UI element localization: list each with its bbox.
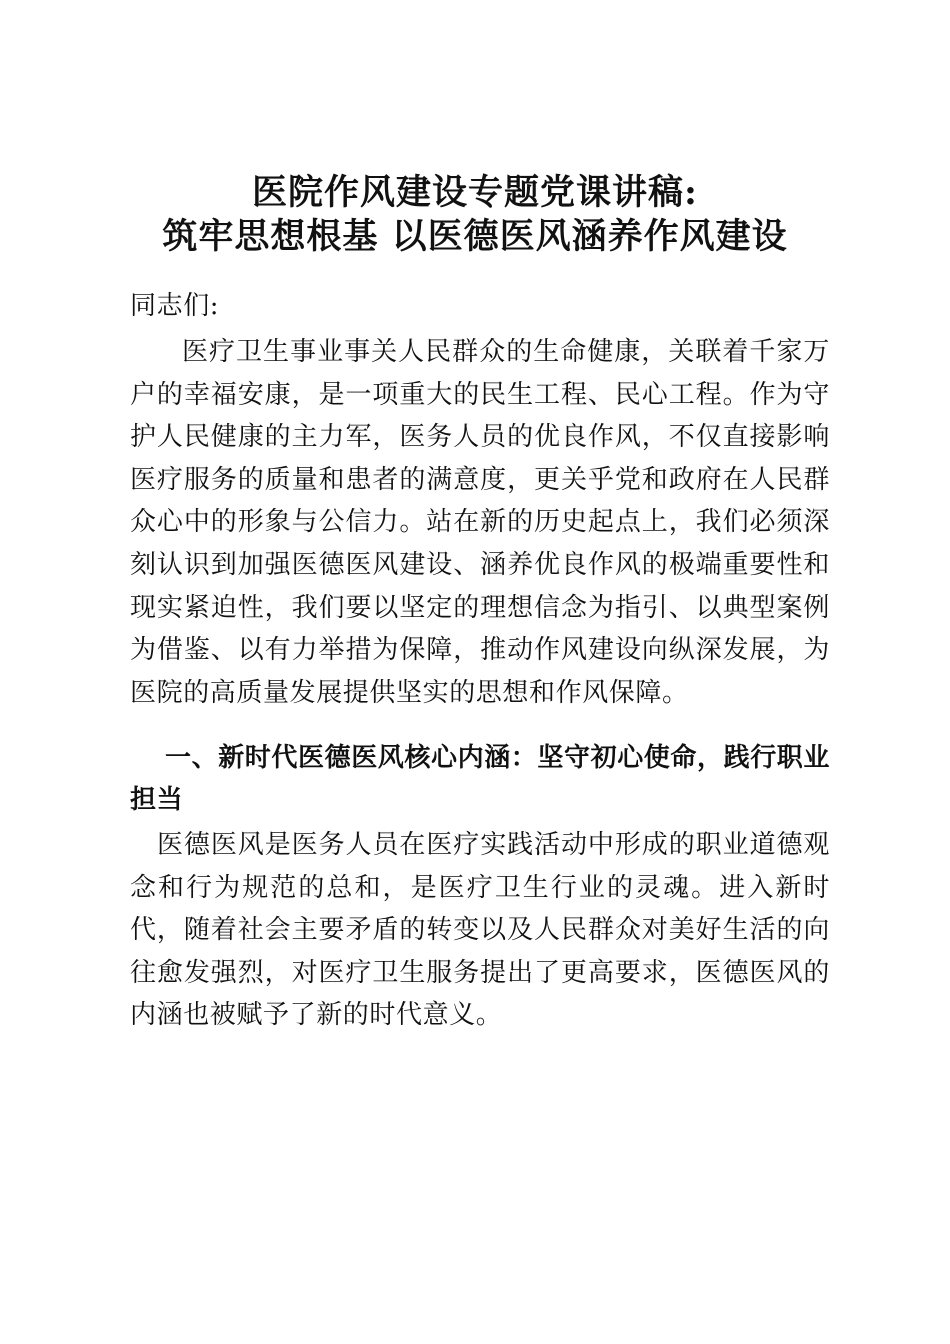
paragraph-intro: 医疗卫生事业事关人民群众的生命健康，关联着千家万户的幸福安康，是一项重大的民生工程、民心工程。作为守护人民健康的主力军，医务人员的优良作风，不仅直接影响医疗服务的质量和患者的满意度，更关乎党和政府在人民群众心中的形象与公信力。站在新的历史起点上，我们必须深刻认识到加强医德医风建设、涵养优良作风的极端重要性和现实紧迫性，我们要以坚定的理想信念为指引、以典型案例为借鉴、以有力举措为保障，推动作风建设向纵深发展，为医院的高质量发展提供坚实的思想和作风保障。 bbox=[130, 337, 830, 708]
paragraph-section1: 医德医风是医务人员在医疗实践活动中形成的职业道德观念和行为规范的总和，是医疗卫生行业的灵魂。进入新时代，随着社会主要矛盾的转变以及人民群众对美好生活的向往愈发强烈，对医疗卫生服务提出了更高要求，医德医风的内涵也被赋予了新的时代意义。 bbox=[130, 830, 830, 1031]
greeting: 同志们: bbox=[130, 291, 220, 321]
section-heading-1: 一、新时代医德医风核心内涵：坚守初心使命，践行职业担当 bbox=[130, 743, 831, 815]
document-title-line1: 医院作风建设专题党课讲稿: bbox=[252, 172, 698, 213]
document-title-line2: 筑牢思想根基 以医德医风涵养作风建设 bbox=[162, 216, 788, 257]
